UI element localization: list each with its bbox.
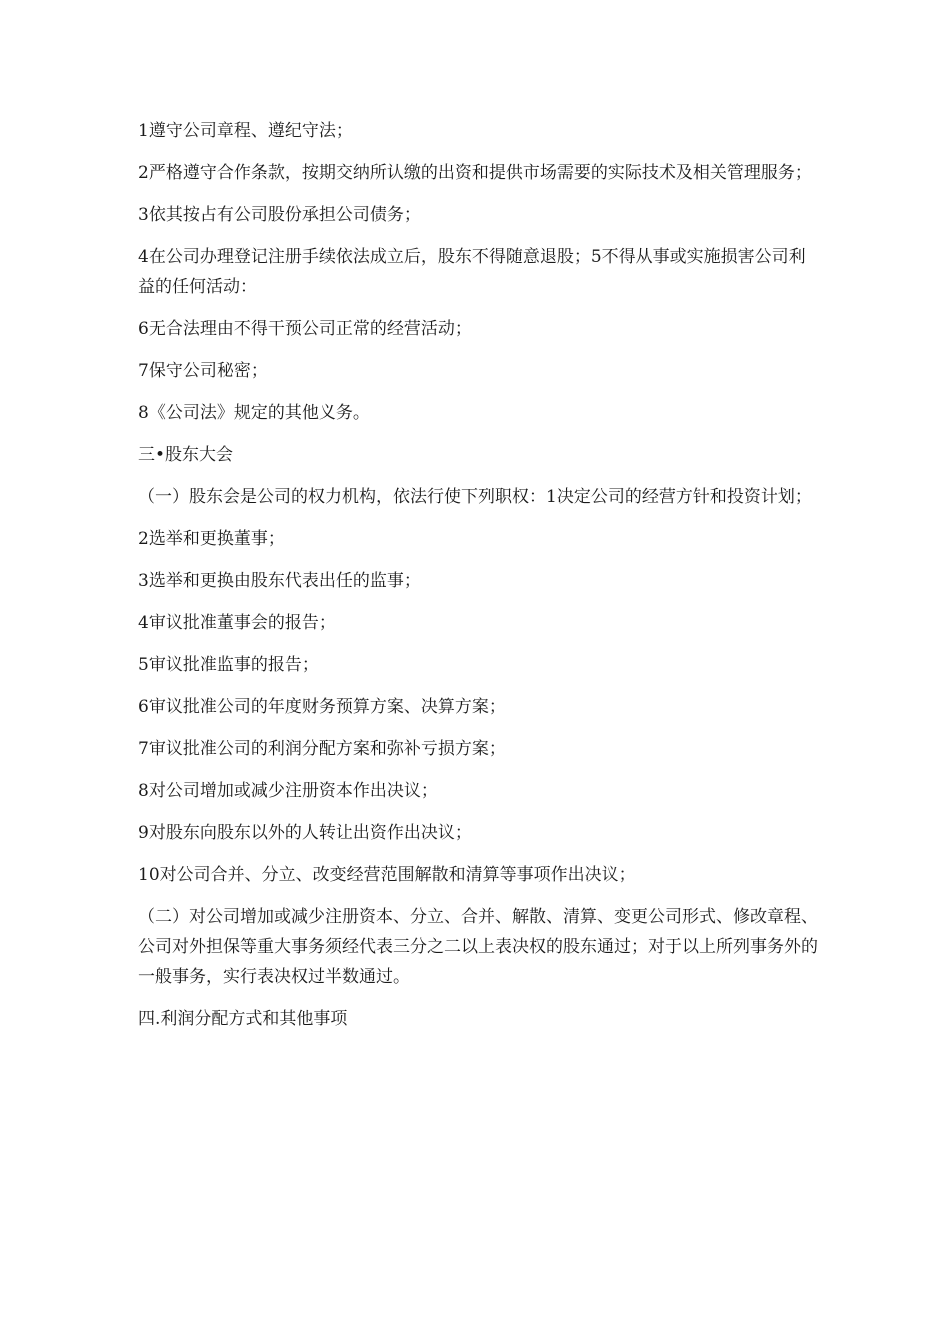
section-heading-shareholders-meeting: 三•股东大会 (138, 445, 234, 465)
paragraph-power-10: 10对公司合并、分立、改变经营范围解散和清算等事项作出决议； (138, 865, 636, 885)
paragraph-obligation-7: 7保守公司秘密； (138, 361, 268, 381)
paragraph-obligation-4-5: 4在公司办理登记注册手续依法成立后，股东不得随意退股；5不得从事或实施损害公司利益的任何活动： (138, 247, 806, 297)
paragraph-power-6: 6审议批准公司的年度财务预算方案、决算方案； (138, 697, 506, 717)
paragraph-power-5: 5审议批准监事的报告； (138, 655, 319, 675)
section-heading-profit-distribution: 四.利润分配方式和其他事项 (138, 1009, 348, 1029)
paragraph-power-7: 7审议批准公司的利润分配方案和弥补亏损方案； (138, 739, 506, 759)
paragraph-power-4: 4审议批准董事会的报告； (138, 613, 336, 633)
paragraph-power-8: 8对公司增加或减少注册资本作出决议； (138, 781, 438, 801)
paragraph-power-2: 2选举和更换董事； (138, 529, 285, 549)
paragraph-obligation-3: 3依其按占有公司股份承担公司债务； (138, 205, 421, 225)
paragraph-voting-rules: （二）对公司增加或减少注册资本、分立、合并、解散、清算、变更公司形式、修改章程、公司对外担保等重大事务须经代表三分之二以上表决权的股东通过；对于以上所列事务外的一般事务，实行表决权过半数通过。 (138, 907, 818, 987)
paragraph-power-3: 3选举和更换由股东代表出任的监事； (138, 571, 421, 591)
paragraph-obligation-6: 6无合法理由不得干预公司正常的经营活动； (138, 319, 472, 339)
paragraph-power-9: 9对股东向股东以外的人转让出资作出决议； (138, 823, 472, 843)
paragraph-powers-intro: （一）股东会是公司的权力机构，依法行使下列职权：1决定公司的经营方针和投资计划； (138, 487, 812, 507)
document-body (138, 116, 818, 1046)
paragraph-obligation-8: 8《公司法》规定的其他义务。 (138, 403, 370, 423)
paragraph-obligation-2: 2严格遵守合作条款，按期交纳所认缴的出资和提供市场需要的实际技术及相关管理服务； (138, 163, 812, 183)
paragraph-obligation-1: 1遵守公司章程、遵纪守法； (138, 121, 353, 141)
